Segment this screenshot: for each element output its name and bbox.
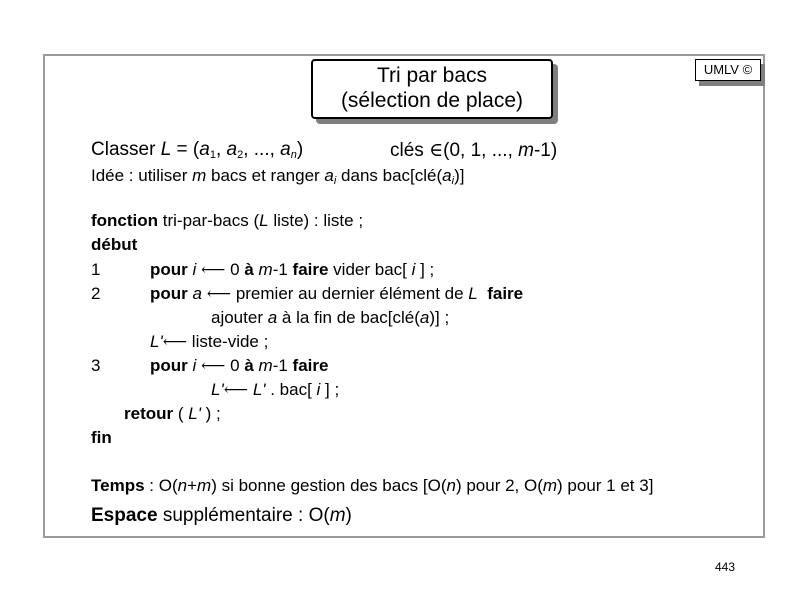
- temps-n2: n: [446, 476, 456, 495]
- idee-m: m: [192, 166, 207, 185]
- temps-m: m: [197, 476, 212, 495]
- temps-t2: +: [187, 476, 198, 495]
- algo-fonction: [91, 211, 363, 231]
- classer-line: [91, 139, 303, 161]
- cles-m: m: [518, 140, 534, 161]
- classer-eq: = (: [171, 139, 200, 160]
- arrow-left-icon: ⟵: [223, 380, 249, 400]
- espace-t1: supplémentaire : O(: [157, 505, 330, 526]
- espace-t2: ): [345, 505, 352, 526]
- kw-fonction: fonction: [91, 211, 159, 230]
- ajouter-t2: à la fin de bac[clé(: [277, 308, 420, 327]
- concat-i: i: [316, 380, 321, 399]
- ajouter-t1: ajouter: [211, 308, 268, 327]
- pour1-rest: -1: [272, 260, 293, 279]
- pour2-rest: premier au dernier élément de: [231, 284, 469, 303]
- classer-close: ): [296, 139, 304, 160]
- kw-pour-2: pour: [150, 284, 188, 303]
- temps-t1: : O(: [144, 476, 178, 495]
- algo-pour-3: [150, 356, 328, 376]
- kw-debut: début: [91, 235, 138, 254]
- pour1-m: m: [258, 260, 273, 279]
- pour3-i: i: [192, 356, 197, 375]
- ajouter-t3: )] ;: [429, 308, 450, 327]
- idee-ai: a: [324, 166, 334, 185]
- kw-pour-3: pour: [150, 356, 188, 375]
- kw-pour-1: pour: [150, 260, 188, 279]
- arrow-left-icon: ⟵: [201, 356, 226, 376]
- concat-lprime-1: L': [211, 380, 224, 399]
- kw-faire-3: faire: [292, 356, 329, 375]
- pour1-end: ] ;: [415, 260, 435, 279]
- classer-s1: 1: [209, 149, 216, 161]
- element-of-icon: ∈: [429, 139, 444, 161]
- arrow-left-icon: ⟵: [206, 284, 232, 304]
- algo-fin: [91, 428, 112, 448]
- classer-prefix: Classer: [91, 139, 161, 160]
- temps-line: [91, 476, 653, 496]
- pour2-a: a: [192, 284, 202, 303]
- pour1-action: vider bac[: [328, 260, 412, 279]
- classer-sn: n: [290, 149, 297, 161]
- line-number-2: 2: [91, 284, 101, 303]
- algo-pour-2: [150, 284, 523, 304]
- espace-m: m: [329, 505, 346, 526]
- kw-espace: Espace: [91, 505, 158, 526]
- algo-debut: [91, 235, 137, 255]
- idee-t3: dans bac[clé(: [336, 166, 443, 185]
- arrow-left-icon: ⟵: [162, 332, 188, 352]
- temps-m2: m: [542, 476, 558, 495]
- ajouter-a2: a: [419, 308, 430, 327]
- fonction-L: L: [259, 211, 269, 230]
- cles-line: [390, 139, 557, 162]
- algo-ajouter: [211, 308, 449, 328]
- retour-t2: ) ;: [200, 404, 221, 423]
- temps-t4: ) pour 2, O(: [455, 476, 543, 495]
- idee-t4: )]: [454, 166, 465, 185]
- classer-c1: ,: [215, 139, 227, 160]
- temps-t3: ) si bonne gestion des bacs [O(: [211, 476, 447, 495]
- kw-a-1: à: [244, 260, 254, 279]
- espace-line: [91, 505, 352, 527]
- cles-range-end: -1): [533, 140, 558, 161]
- umlv-badge: UMLV ©: [695, 59, 761, 81]
- arrow-left-icon: ⟵: [201, 260, 226, 280]
- pour3-m: m: [258, 356, 273, 375]
- temps-n: n: [177, 476, 188, 495]
- kw-a-3: à: [244, 356, 254, 375]
- classer-s2: 2: [237, 149, 244, 161]
- pour2-L: L: [468, 284, 478, 303]
- idee-line: [91, 166, 464, 186]
- cles-range-start: (0, 1, ...,: [443, 140, 519, 161]
- title-line-1: Tri par bacs: [376, 64, 488, 87]
- kw-fin: fin: [91, 428, 112, 447]
- idee-t1: Idée : utiliser: [91, 166, 193, 185]
- temps-t5: ) pour 1 et 3]: [557, 476, 654, 495]
- fonction-rest2: liste) : liste ;: [268, 211, 364, 230]
- fonction-rest1: tri-par-bacs (: [158, 211, 260, 230]
- kw-retour: retour: [124, 404, 174, 423]
- liste-vide: liste-vide ;: [187, 332, 269, 351]
- algo-retour: [124, 404, 221, 424]
- classer-c2: , ...,: [243, 139, 281, 160]
- kw-faire-2: faire: [487, 284, 524, 303]
- line-number-1: 1: [91, 260, 101, 279]
- pour1-i2: i: [411, 260, 416, 279]
- concat-lprime-2: L': [252, 380, 266, 399]
- idee-si: i: [333, 175, 337, 187]
- idee-si2: i: [451, 175, 455, 187]
- classer-a1: a: [199, 139, 210, 160]
- concat-rest: . bac[: [265, 380, 317, 399]
- kw-temps: Temps: [91, 476, 145, 495]
- algo-concat: [211, 380, 339, 400]
- concat-end: ] ;: [320, 380, 340, 399]
- ajouter-a: a: [267, 308, 278, 327]
- idee-t2: bacs et ranger: [206, 166, 325, 185]
- slide-title: [311, 59, 553, 119]
- pour1-i: i: [192, 260, 197, 279]
- line-number-3: 3: [91, 356, 101, 375]
- cles-label: clés: [390, 140, 430, 161]
- lprime-1: L': [150, 332, 163, 351]
- pour1-zero: 0: [225, 260, 245, 279]
- pour3-zero: 0: [225, 356, 245, 375]
- algo-liste-vide: [150, 332, 268, 352]
- classer-L: L: [160, 139, 172, 160]
- kw-faire-1: faire: [292, 260, 329, 279]
- retour-lprime: L': [188, 404, 201, 423]
- pour3-rest: -1: [272, 356, 293, 375]
- idee-ai2: a: [442, 166, 452, 185]
- classer-a2: a: [226, 139, 238, 160]
- classer-an: a: [280, 139, 291, 160]
- retour-t1: (: [173, 404, 189, 423]
- title-line-2: (sélection de place): [340, 89, 524, 112]
- algo-pour-1: [150, 260, 434, 280]
- page-number: 443: [715, 560, 736, 574]
